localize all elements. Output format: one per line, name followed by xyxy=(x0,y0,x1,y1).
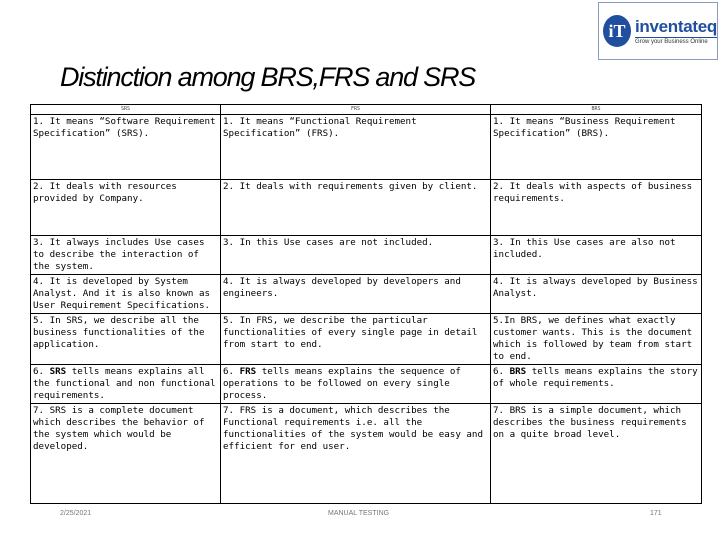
table-row xyxy=(31,404,702,504)
header-brs: BRS xyxy=(491,105,702,115)
cell-srs: 3. It always includes Use cases to describe the interaction of the system. xyxy=(31,236,221,275)
cell-brs: 5.In BRS, we defines what exactly customer wants. This is the document which is followed by team from start to end. xyxy=(491,314,702,365)
table-header-row xyxy=(31,105,702,115)
cell-frs: 6. FRS tells means explains the sequence of operations to be followed on every single process. xyxy=(221,365,491,404)
logo-icon: iT xyxy=(603,15,631,47)
footer-title: MANUAL TESTING xyxy=(328,510,390,517)
cell-brs: 3. In this Use cases are also not included. xyxy=(491,236,702,275)
cell-srs: 2. It deals with resources provided by Company. xyxy=(31,180,221,236)
cell-srs: 1. It means “Software Requirement Specification” (SRS). xyxy=(31,115,221,180)
table-row xyxy=(31,180,702,236)
table-row xyxy=(31,365,702,404)
logo-name: inventateq xyxy=(634,16,717,36)
company-logo xyxy=(598,2,718,60)
cell-frs: 5. In FRS, we describe the particular functionalities of every single page in detail from start to end. xyxy=(221,314,491,365)
header-srs: SRS xyxy=(31,105,221,115)
cell-frs: 1. It means “Functional Requirement Specification” (FRS). xyxy=(221,115,491,180)
table-row xyxy=(31,115,702,180)
cell-srs: 7. SRS is a complete document which describes the behavior of the system which would be developed. xyxy=(31,404,221,504)
comparison-table xyxy=(30,104,702,504)
header-frs: FRS xyxy=(221,105,491,115)
slide-title: Distinction among BRS,FRS and SRS xyxy=(60,62,476,92)
table-row xyxy=(31,275,702,314)
footer-date: 2/25/2021 xyxy=(60,510,92,517)
cell-srs: 5. In SRS, we describe all the business functionalities of the application. xyxy=(31,314,221,365)
cell-frs: 4. It is always developed by developers and engineers. xyxy=(221,275,491,314)
table-row xyxy=(31,314,702,365)
cell-srs: 6. SRS tells means explains all the functional and non functional requirements. xyxy=(31,365,221,404)
logo-tagline: Grow your Business Online xyxy=(635,37,717,45)
cell-frs: 2. It deals with requirements given by client. xyxy=(221,180,491,236)
footer-page-number: 171 xyxy=(650,510,662,517)
cell-srs: 4. It is developed by System Analyst. And it is also known as User Requirement Specifications. xyxy=(31,275,221,314)
cell-brs: 7. BRS is a simple document, which describes the business requirements on a quite broad level. xyxy=(491,404,702,504)
cell-frs: 7. FRS is a document, which describes the Functional requirements i.e. all the functionalities of the system would be easy and efficient for end user. xyxy=(221,404,491,504)
cell-brs: 1. It means “Business Requirement Specification” (BRS). xyxy=(491,115,702,180)
cell-frs: 3. In this Use cases are not included. xyxy=(221,236,491,275)
cell-brs: 2. It deals with aspects of business requirements. xyxy=(491,180,702,236)
cell-brs: 6. BRS tells means explains the story of whole requirements. xyxy=(491,365,702,404)
table-row xyxy=(31,236,702,275)
cell-brs: 4. It is always developed by Business Analyst. xyxy=(491,275,702,314)
